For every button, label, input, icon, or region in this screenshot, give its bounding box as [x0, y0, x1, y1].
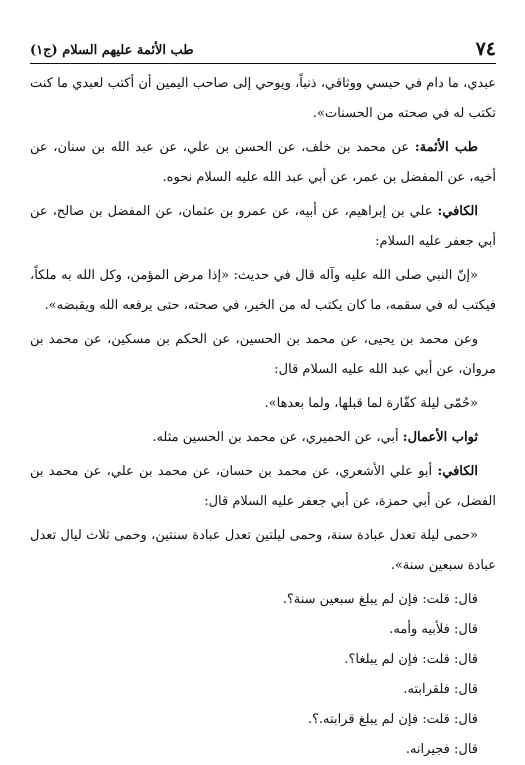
header-rule — [30, 63, 496, 64]
page-body — [30, 69, 496, 765]
dialogue-line: قال: فجيرانه. — [405, 742, 478, 757]
paragraph — [30, 325, 496, 385]
paragraph-text: عبدي، ما دام في حبسي ووثاقي، ذنباً، ويوحي إلى صاحب اليمين أن أكتب لعبدي ما كنت تكتب له في صحته من الحسنات». — [30, 76, 496, 121]
paragraph — [30, 521, 496, 581]
page-number: ٧٤ — [475, 38, 496, 60]
paragraph-text: «إنّ النبي صلى الله عليه وآله قال في حديث: «إذا مرض المؤمن، وكل الله به ملكاً، فيكتب له في سقمه، ما كان يكتب له من الخير، في صحته، حتى يرفعه الله ويقبضه». — [30, 268, 496, 313]
dialogue-line: قال: قلت: فإن لم يبلغا؟. — [344, 652, 478, 667]
dialogue-line: قال: قلت: فإن لم يبلغ قرابته.؟. — [307, 712, 478, 727]
paragraph — [30, 133, 496, 193]
paragraph-text: علي بن إبراهيم، عن أبيه، عن عمرو بن عثمان، عن المفضل بن صالح، عن أبي جعفر عليه السلام: — [30, 204, 496, 249]
paragraph — [30, 423, 496, 453]
paragraph — [30, 69, 496, 129]
paragraph-text: أبي، عن الحميري، عن محمد بن الحسين مثله. — [152, 430, 403, 445]
source-label: طب الأئمة: — [414, 140, 478, 155]
paragraph-text: عن محمد بن خلف، عن الحسن بن علي، عن عبد الله بن سنان، عن أخيه، عن المفضل بن عمر، عن أبي عبد الله عليه السلام نحوه. — [30, 140, 496, 185]
paragraph-text: «حُمّى ليلة كفّارة لما قبلها، ولما بعدها». — [264, 396, 478, 411]
paragraph-text: وعن محمد بن يحيى، عن محمد بن الحسين، عن الحكم بن مسكين، عن محمد بن مروان، عن أبي عبد الله عليه السلام قال: — [30, 332, 496, 377]
source-label: ثواب الأعمال: — [402, 430, 478, 445]
source-label: الكافي: — [437, 464, 478, 479]
dialogue-line: قال: قلت: فإن لم يبلغ سبعين سنة؟. — [282, 592, 478, 607]
source-label: الكافي: — [437, 204, 478, 219]
paragraph — [30, 197, 496, 257]
paragraph-text: «حمى ليلة تعدل عبادة سنة، وحمى ليلتين تعدل عبادة سنتين، وحمى ثلاث ليال تعدل عبادة سبعين سنة». — [30, 528, 496, 573]
paragraph-text: أبو علي الأشعري، عن محمد بن حسان، عن محمد بن علي، عن محمد بن الفضل، عن أبي حمزة، عن أبي جعفر عليه السلام قال: — [30, 464, 496, 509]
running-title: طب الأئمة عليهم السلام (ج١) — [30, 43, 194, 58]
paragraph — [30, 261, 496, 321]
dialogue-line: قال: فلأبيه وأمه. — [389, 622, 478, 637]
dialogue-line: قال: فلقرابته. — [403, 682, 478, 697]
paragraph — [30, 389, 496, 419]
page-header — [30, 34, 496, 60]
paragraph — [30, 457, 496, 517]
